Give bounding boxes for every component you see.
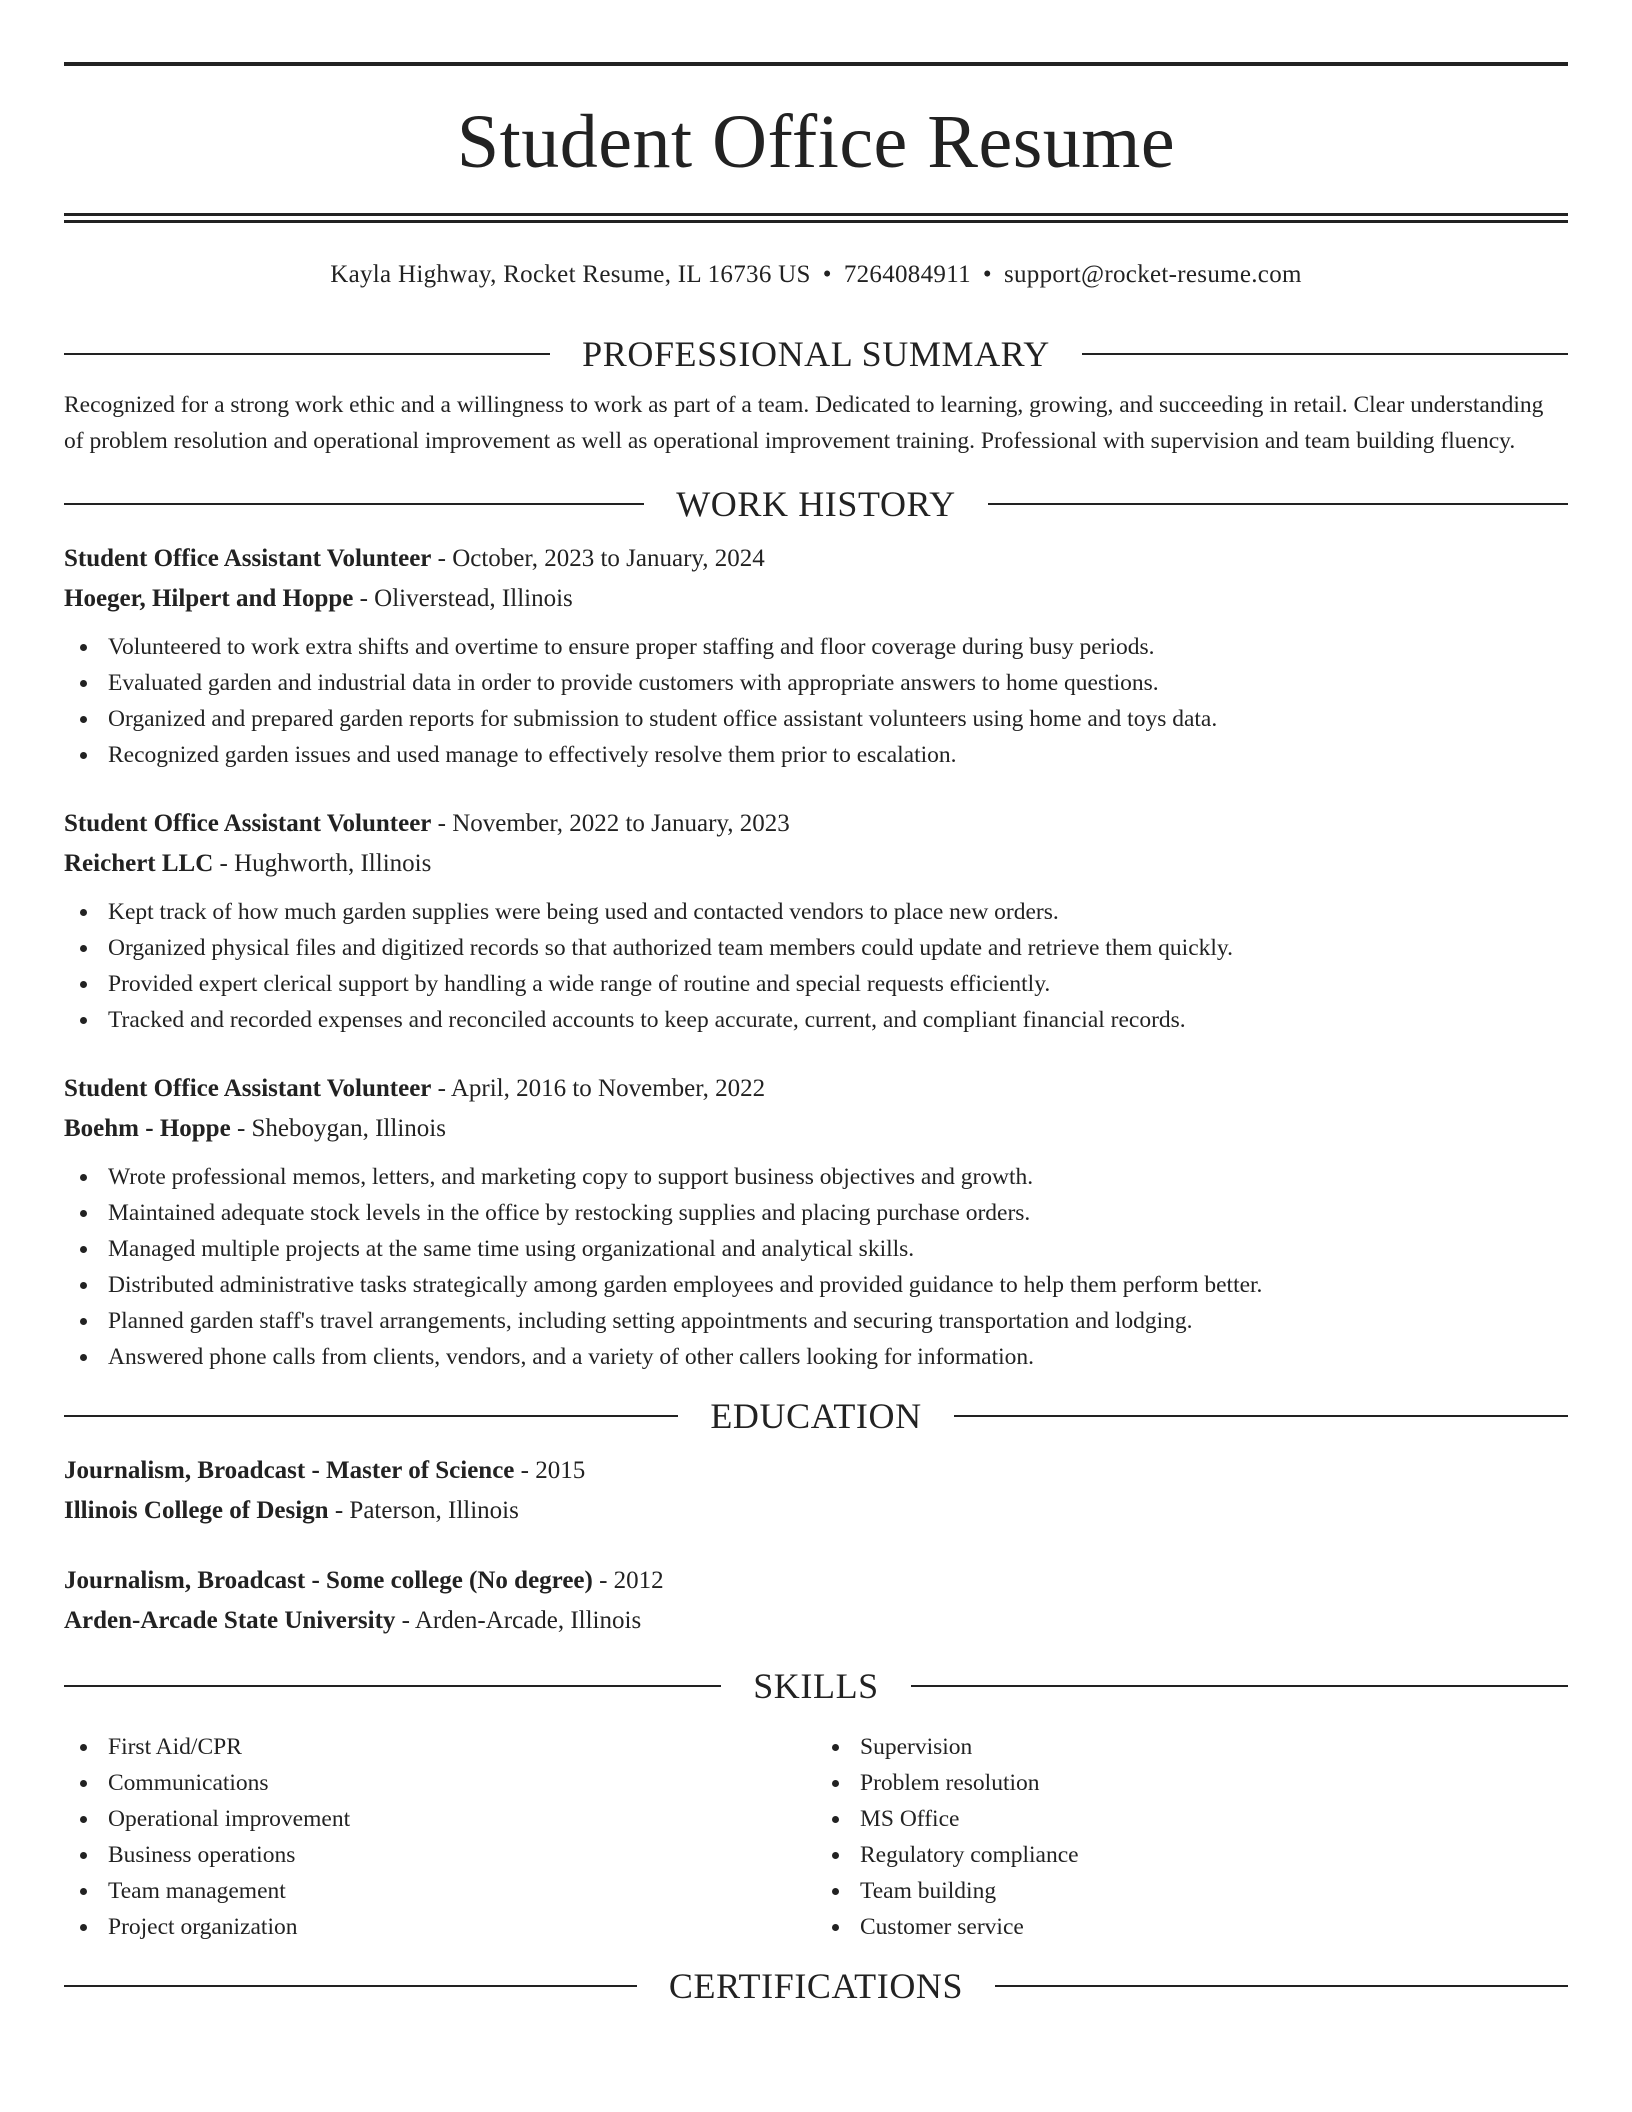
job-title-line — [64, 804, 1568, 844]
job-company-line — [64, 844, 1568, 884]
school: Illinois College of Design — [64, 1497, 329, 1524]
list-item: Kept track of how much garden supplies were being used and contacted vendors to place new orders. — [64, 894, 1568, 930]
list-item: Organized and prepared garden reports for submission to student office assistant volunteers using home and toys data. — [64, 701, 1568, 737]
school-line — [64, 1601, 1568, 1641]
list-item: Business operations — [64, 1837, 816, 1873]
list-item: Tracked and recorded expenses and reconciled accounts to keep accurate, current, and compliant financial records. — [64, 1002, 1568, 1038]
school-location: - Paterson, Illinois — [328, 1497, 519, 1524]
section-heading-certifications — [64, 1965, 1568, 2007]
list-item: Answered phone calls from clients, vendors, and a variety of other callers looking for information. — [64, 1339, 1568, 1375]
title-double-rule — [64, 213, 1568, 223]
school-location: - Arden-Arcade, Illinois — [395, 1607, 642, 1634]
job-entry — [64, 804, 1568, 1038]
job-bullets — [64, 1159, 1568, 1375]
job-location: - Sheboygan, Illinois — [230, 1115, 446, 1142]
list-item: Customer service — [816, 1909, 1568, 1945]
list-item: Operational improvement — [64, 1801, 816, 1837]
job-company: Hoeger, Hilpert and Hoppe — [64, 585, 354, 612]
list-item: Supervision — [816, 1729, 1568, 1765]
job-location: - Hughworth, Illinois — [213, 850, 432, 877]
section-heading-summary — [64, 333, 1568, 375]
page-title: Student Office Resume — [456, 100, 1176, 184]
job-company: Reichert LLC — [64, 850, 214, 877]
section-heading-work — [64, 483, 1568, 525]
list-item: Provided expert clerical support by handling a wide range of routine and special requests efficiently. — [64, 966, 1568, 1002]
summary-text: Recognized for a strong work ethic and a willingness to work as part of a team. Dedicated to learning, growing, and succeeding in retail. Clear understanding of problem resolution and operational improvement as well as operational improvement training. Professional with supervision and team building fluency. — [64, 392, 1544, 454]
list-item: Distributed administrative tasks strategically among garden employees and provided guidance to help them perform better. — [64, 1267, 1568, 1303]
list-item: Volunteered to work extra shifts and overtime to ensure proper staffing and floor coverage during busy periods. — [64, 629, 1568, 665]
degree: Journalism, Broadcast - Master of Science — [64, 1457, 515, 1484]
job-company: Boehm - Hoppe — [64, 1115, 231, 1142]
education-entry — [64, 1451, 1568, 1531]
job-company-line — [64, 579, 1568, 619]
section-title: PROFESSIONAL SUMMARY — [582, 334, 1050, 374]
job-entry — [64, 539, 1568, 773]
job-title: Student Office Assistant Volunteer — [64, 545, 432, 572]
degree-line — [64, 1561, 1568, 1601]
job-title-line — [64, 1069, 1568, 1109]
degree-line — [64, 1451, 1568, 1491]
list-item: Maintained adequate stock levels in the office by restocking supplies and placing purchase orders. — [64, 1195, 1568, 1231]
school-line — [64, 1491, 1568, 1531]
job-bullets — [64, 629, 1568, 773]
list-item: Regulatory compliance — [816, 1837, 1568, 1873]
list-item: Planned garden staff's travel arrangements, including setting appointments and securing transportation and lodging. — [64, 1303, 1568, 1339]
list-item: Team building — [816, 1873, 1568, 1909]
degree-year: - 2012 — [592, 1567, 664, 1594]
list-item: MS Office — [816, 1801, 1568, 1837]
list-item: First Aid/CPR — [64, 1729, 816, 1765]
list-item: Team management — [64, 1873, 816, 1909]
education-entry — [64, 1561, 1568, 1641]
job-entry — [64, 1069, 1568, 1375]
job-title: Student Office Assistant Volunteer — [64, 810, 432, 837]
list-item: Organized physical files and digitized records so that authorized team members could update and retrieve them quickly. — [64, 930, 1568, 966]
list-item: Wrote professional memos, letters, and marketing copy to support business objectives and growth. — [64, 1159, 1568, 1195]
contact-separator: • — [982, 261, 992, 288]
job-location: - Oliverstead, Illinois — [353, 585, 573, 612]
skills-list-left — [64, 1729, 816, 1945]
section-title: SKILLS — [753, 1666, 879, 1706]
list-item: Recognized garden issues and used manage to effectively resolve them prior to escalation. — [64, 737, 1568, 773]
skills-columns — [64, 1719, 1568, 1945]
contact-separator: • — [822, 261, 832, 288]
job-dates: - April, 2016 to November, 2022 — [431, 1075, 766, 1102]
list-item: Evaluated garden and industrial data in order to provide customers with appropriate answers to home questions. — [64, 665, 1568, 701]
degree-year: - 2015 — [514, 1457, 586, 1484]
top-rule — [64, 62, 1568, 66]
list-item: Managed multiple projects at the same time using organizational and analytical skills. — [64, 1231, 1568, 1267]
degree: Journalism, Broadcast - Some college (No degree) — [64, 1567, 593, 1594]
contact-line — [64, 261, 1568, 289]
job-bullets — [64, 894, 1568, 1038]
contact-email: support@rocket-resume.com — [1003, 261, 1302, 288]
job-title-line — [64, 539, 1568, 579]
school: Arden-Arcade State University — [64, 1607, 396, 1634]
job-title: Student Office Assistant Volunteer — [64, 1075, 432, 1102]
section-heading-education — [64, 1395, 1568, 1437]
list-item: Communications — [64, 1765, 816, 1801]
list-item: Problem resolution — [816, 1765, 1568, 1801]
job-company-line — [64, 1109, 1568, 1149]
contact-phone: 7264084911 — [843, 261, 971, 288]
list-item: Project organization — [64, 1909, 816, 1945]
job-dates: - October, 2023 to January, 2024 — [431, 545, 765, 572]
section-heading-skills — [64, 1665, 1568, 1707]
section-title: EDUCATION — [710, 1396, 922, 1436]
job-dates: - November, 2022 to January, 2023 — [431, 810, 790, 837]
section-title: CERTIFICATIONS — [668, 1966, 964, 2006]
skills-list-right — [816, 1729, 1568, 1945]
section-title: WORK HISTORY — [676, 484, 956, 524]
contact-address: Kayla Highway, Rocket Resume, IL 16736 US — [330, 261, 811, 288]
